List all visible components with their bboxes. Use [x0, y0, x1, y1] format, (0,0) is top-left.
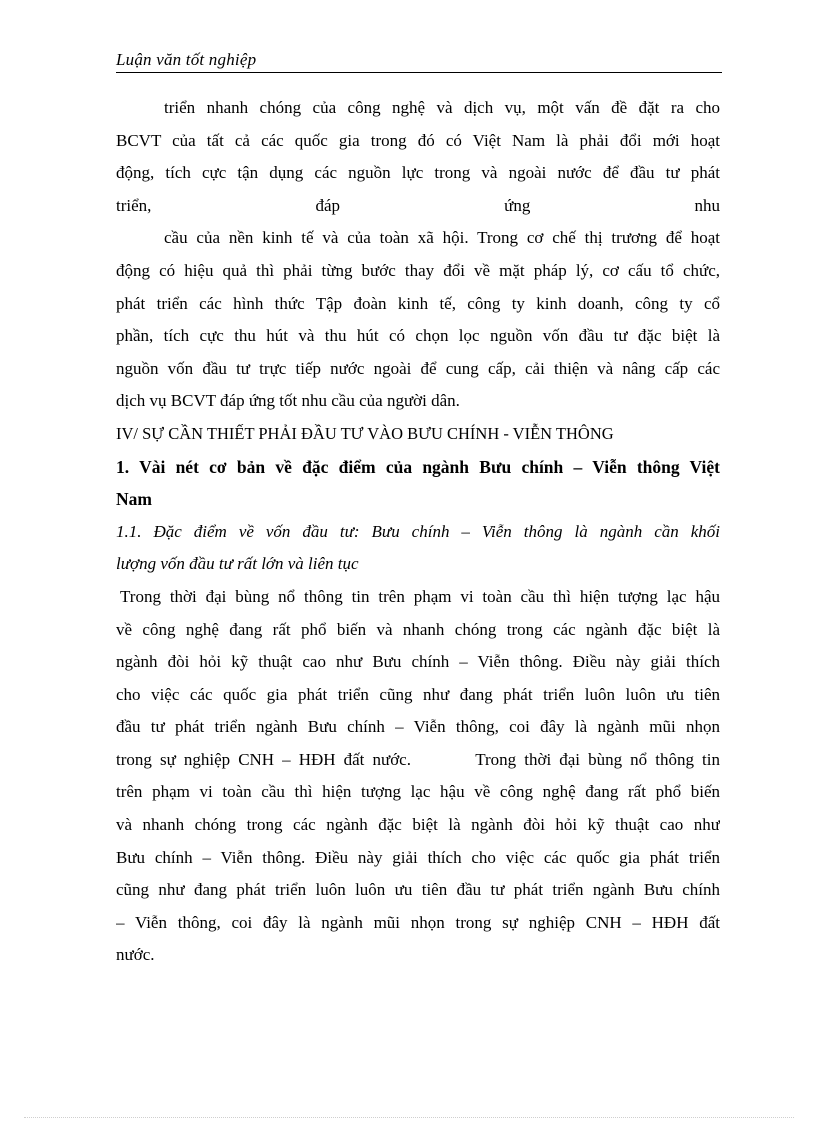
page-bottom-border	[24, 1117, 794, 1118]
paragraph-line: cho việc các quốc gia phát triển cũng như đang phát triển luôn luôn ưu tiên	[116, 684, 720, 704]
paragraph-line: nước.	[116, 945, 155, 965]
paragraph-line: về công nghệ đang rất phổ biến và nhanh chóng trong các ngành đặc biệt là	[116, 619, 720, 639]
paragraph-line: nguồn vốn đầu tư trực tiếp nước ngoài để cung cấp, cải thiện và nâng cấp các	[116, 358, 720, 378]
paragraph-line: và nhanh chóng trong các ngành đặc biệt là ngành đòi hỏi kỹ thuật cao như	[116, 815, 720, 835]
paragraph-line: động, tích cực tận dụng các nguồn lực trong và ngoài nước để đầu tư phát	[116, 163, 720, 183]
paragraph-line: phát triển các hình thức Tập đoàn kinh tế, công ty kinh doanh, công ty cổ	[116, 293, 720, 313]
header-title: Luận văn tốt nghiệp	[116, 50, 257, 69]
paragraph-line: cũng như đang phát triển luôn luôn ưu tiên đầu tư phát triển ngành Bưu chính	[116, 880, 720, 900]
paragraph-line: BCVT của tất cả các quốc gia trong đó có Việt Nam là phải đổi mới hoạt	[116, 130, 720, 150]
document-body	[116, 92, 720, 972]
paragraph-line: – Viễn thông, coi đây là ngành mũi nhọn trong sự nghiệp CNH – HĐH đất	[116, 912, 720, 932]
subsection-heading: 1. Vài nét cơ bản về đặc điểm của ngành Bưu chính – Viễn thông Việt	[116, 456, 720, 477]
paragraph-line: dịch vụ BCVT đáp ứng tốt nhu cầu của người dân.	[116, 391, 460, 411]
paragraph-line: Trong thời đại bùng nổ thông tin trên phạm vi toàn cầu thì hiện tượng lạc hậu	[120, 586, 720, 606]
paragraph-line: phần, tích cực thu hút và thu hút có chọn lọc nguồn vốn đầu tư đặc biệt là	[116, 326, 720, 346]
subsubsection-heading: lượng vốn đầu tư rất lớn và liên tục	[116, 554, 359, 574]
paragraph-line: đầu tư phát triển ngành Bưu chính – Viễn thông, coi đây là ngành mũi nhọn	[116, 717, 720, 737]
paragraph-line: trong sự nghiệp CNH – HĐH đất nước. Trong thời đại bùng nổ thông tin	[116, 749, 720, 769]
paragraph-line: triển nhanh chóng của công nghệ và dịch vụ, một vấn đề đặt ra cho	[164, 98, 720, 117]
subsubsection-heading: 1.1. Đặc điểm về vốn đầu tư: Bưu chính – Viễn thông là ngành cần khối	[116, 521, 720, 541]
paragraph-line: Bưu chính – Viễn thông. Điều này giải thích cho việc các quốc gia phát triển	[116, 847, 720, 867]
paragraph-line: ngành đòi hỏi kỹ thuật cao như Bưu chính – Viễn thông. Điều này giải thích	[116, 652, 720, 672]
page-header	[116, 50, 722, 73]
subsection-heading: Nam	[116, 489, 152, 510]
paragraph-line: động có hiệu quả thì phải từng bước thay đổi về mặt pháp lý, cơ cấu tổ chức,	[116, 260, 720, 280]
paragraph-line: cầu của nền kinh tế và của toàn xã hội. Trong cơ chế thị trương để hoạt	[164, 228, 720, 248]
paragraph-line: trên phạm vi toàn cầu thì hiện tượng lạc hậu về công nghệ đang rất phổ biến	[116, 782, 720, 802]
paragraph-line: triển, đáp ứng nhu	[116, 195, 720, 215]
section-heading: IV/ SỰ CẦN THIẾT PHẢI ĐẦU TƯ VÀO BƯU CHÍNH - VIỄN THÔNG	[116, 423, 614, 443]
